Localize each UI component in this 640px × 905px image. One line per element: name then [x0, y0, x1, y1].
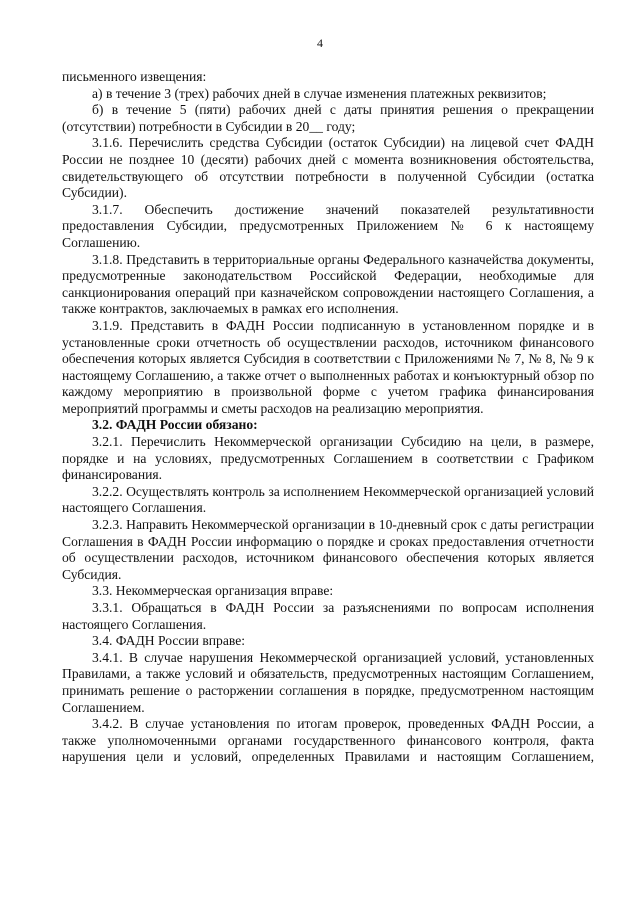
paragraph-3-3-1: 3.3.1. Обращаться в ФАДН России за разъяснениями по вопросам исполнения настоящего Соглашения. — [62, 600, 594, 632]
page-number: 4 — [317, 36, 323, 50]
paragraph-intro: письменного извещения: — [62, 69, 207, 84]
paragraph-3-2-1: 3.2.1. Перечислить Некоммерческой организации Субсидию на цели, в размере, порядке и на условиях, предусмотренных Соглашением в соответствии с Графиком финансирования. — [62, 434, 594, 483]
paragraph-3-2-3: 3.2.3. Направить Некоммерческой организации в 10-дневный срок с даты регистрации Соглашения в ФАДН России информацию о порядке и сроках предоставления отчетности об осуществлении расходов, источником финансового обеспечения которых является Субсидия. — [62, 517, 594, 582]
paragraph-3-2-2: 3.2.2. Осуществлять контроль за исполнением Некоммерческой организацией условий настоящего Соглашения. — [62, 483, 594, 516]
paragraph-3-4-2: 3.4.2. В случае установления по итогам проверок, проведенных ФАДН России, а также уполномоченными органами государственного финансового контроля, факта нарушения цели и условий, определенных Правилами и настоящим Соглашением, — [62, 716, 594, 765]
section-heading-3-3: 3.3. Некоммерческая организация вправе: — [92, 583, 334, 599]
paragraph-3-4-1: 3.4.1. В случае нарушения Некоммерческой организацией условий, установленных Правилами, а также условий и обязательств, предусмотренных настоящим Соглашением, принимать решение о расторжении соглашения в порядке, предусмотренном настоящим Соглашением. — [62, 649, 594, 715]
paragraph-3-1-9: 3.1.9. Представить в ФАДН России подписанную в установленном порядке и в установленные сроки отчетность об осуществлении расходов, источником финансового обеспечения которых является Субсидия в соответствии с Приложениями № 7, № 8, № 9 к настоящему Соглашению, а также отчет о выполненных работах и конъюктурный обзор по каждому мероприятию в произвольной форме с учетом графика финансирования мероприятий программы и сметы расходов на реализацию мероприятия. — [62, 317, 594, 416]
paragraph-3-1-6: 3.1.6. Перечислить средства Субсидии (остаток Субсидии) на лицевой счет ФАДН России не позднее 10 (десяти) рабочих дней с момента возникновения обстоятельства, свидетельствующего об отсутствии потребности в полученной Субсидии (остатка Субсидии). — [62, 135, 594, 201]
paragraph-b: б) в течение 5 (пяти) рабочих дней с даты принятия решения о прекращении (отсутствии) потребности в Субсидии в 20__ году; — [62, 102, 594, 134]
paragraph-3-1-8: 3.1.8. Представить в территориальные органы Федерального казначейства документы, предусмотренные законодательством Российской Федерации, необходимые для санкционирования операций при казначейском сопровождении настоящего Соглашения, а также контрактов, заключаемых в рамках его исполнения. — [62, 251, 594, 317]
paragraph-a: а) в течение 3 (трех) рабочих дней в случае изменения платежных реквизитов; — [92, 85, 547, 101]
section-heading-3-2 — [62, 417, 594, 434]
section-heading-3-2-text: 3.2. ФАДН России обязано: — [92, 417, 258, 433]
document-body — [62, 69, 594, 766]
section-heading-3-4: 3.4. ФАДН России вправе: — [92, 633, 246, 649]
paragraph-3-1-7: 3.1.7. Обеспечить достижение значений показателей результативности предоставления Субсидии, предусмотренных Приложением № 6 к настоящему Соглашению. — [62, 201, 594, 250]
